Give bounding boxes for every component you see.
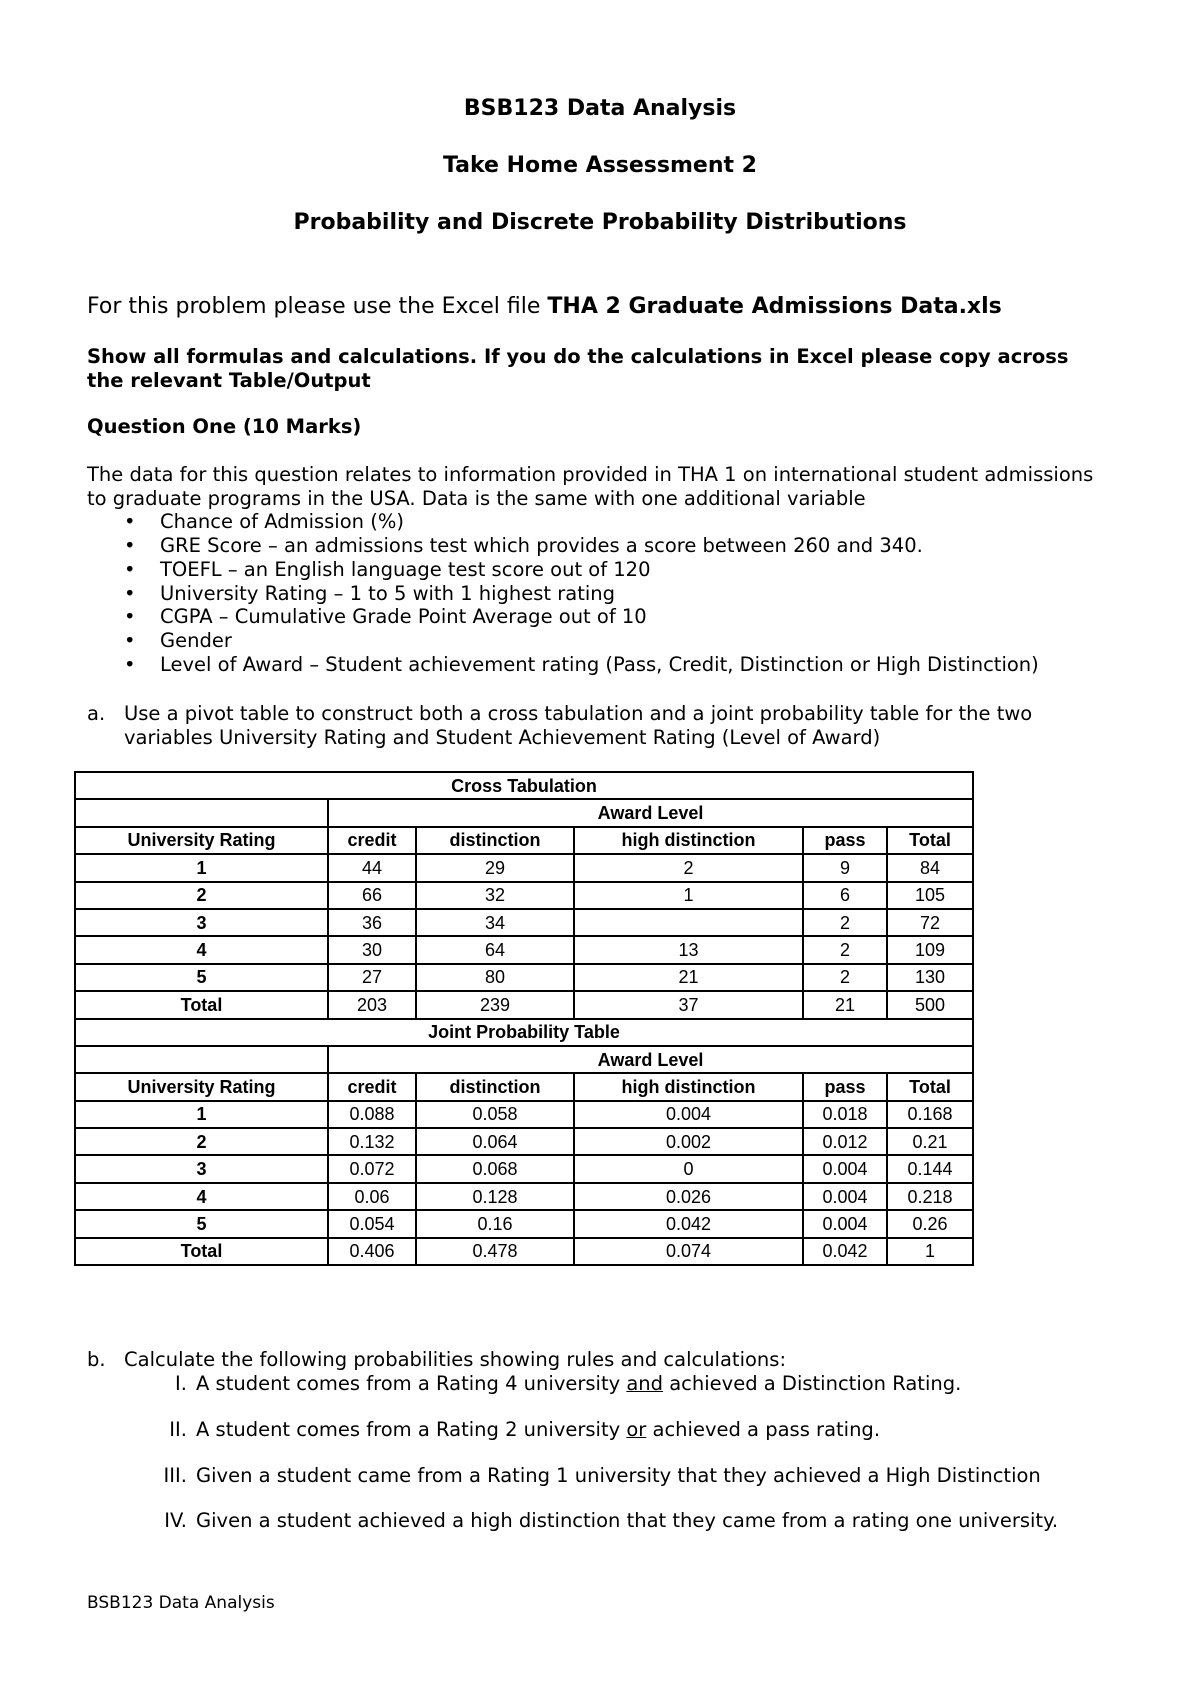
file-instruction [87,295,1127,319]
column-header: Total [887,1073,973,1100]
table-cell: 37 [574,991,803,1018]
award-level-row [75,1046,973,1073]
item-text: Given a student achieved a high distinction that they came from a rating one university. [196,1509,1059,1532]
column-header-row [75,827,973,854]
table-cell: 0.218 [887,1183,973,1210]
table-cell: 0.16 [416,1210,574,1237]
page-footer: BSB123 Data Analysis [87,1593,275,1613]
table-cell: 2 [803,964,887,991]
table-cell: 0.004 [574,1101,803,1128]
item-number: IV. [164,1509,187,1532]
table-cell: 13 [574,936,803,963]
part-a-text-line-1: Use a pivot table to construct both a cross tabulation and a joint probability table for the two [124,702,1033,725]
table-cell: 0.406 [328,1238,416,1265]
row-label: 1 [75,1101,328,1128]
part-b-intro: Calculate the following probabilities showing rules and calculations: [124,1348,787,1371]
table-cell: 130 [887,964,973,991]
table-cell: 29 [416,854,574,881]
table-cell: 0.478 [416,1238,574,1265]
row-label: 1 [75,854,328,881]
table-cell: 0.058 [416,1101,574,1128]
table-cell: 1 [887,1238,973,1265]
table-cell: 0.068 [416,1155,574,1182]
item-text: A student comes from a Rating 4 university and achieved a Distinction Rating. [196,1372,962,1395]
item-text: A student comes from a Rating 2 university or achieved a pass rating. [196,1418,881,1441]
table-cell [574,909,803,936]
table-cell: 203 [328,991,416,1018]
question-desc-line-1: The data for this question relates to information provided in THA 1 on international student admissions [87,463,1094,486]
joint-prob-title: Joint Probability Table [75,1019,973,1046]
award-level-header: Award Level [328,799,973,826]
row-label: 5 [75,1210,328,1237]
table-cell: 44 [328,854,416,881]
table-cell: 0.144 [887,1155,973,1182]
row-label: 4 [75,936,328,963]
column-header: University Rating [75,1073,328,1100]
item-text: Given a student came from a Rating 1 university that they achieved a High Distinction [196,1464,1041,1487]
row-label: Total [75,991,328,1018]
cross-tab-and-joint-probability-table [74,771,974,1266]
table-cell: 500 [887,991,973,1018]
part-a-text-line-2: variables University Rating and Student Achievement Rating (Level of Award) [124,726,881,749]
table-cell: 2 [574,854,803,881]
table-cell: 0.042 [803,1238,887,1265]
column-header: high distinction [574,1073,803,1100]
table-cell: 2 [803,909,887,936]
column-header-row [75,1073,973,1100]
question-heading: Question One (10 Marks) [87,415,362,438]
table-cell: 0.054 [328,1210,416,1237]
table-cell: 0.018 [803,1101,887,1128]
question-desc-line-2: to graduate programs in the USA. Data is the same with one additional variable [87,487,866,510]
table-cell: 0.088 [328,1101,416,1128]
table-cell: 27 [328,964,416,991]
course-title: BSB123 Data Analysis [463,96,737,121]
column-header: distinction [416,827,574,854]
row-label: Total [75,1238,328,1265]
table-cell: 80 [416,964,574,991]
table-cell: 0.168 [887,1101,973,1128]
row-label: 3 [75,1155,328,1182]
item-number: I. [175,1372,187,1395]
table-row [75,1210,973,1237]
table-cell: 1 [574,882,803,909]
column-header: distinction [416,1073,574,1100]
table-cell: 9 [803,854,887,881]
award-level-header: Award Level [328,1046,973,1073]
column-header: high distinction [574,827,803,854]
table-cell: 0.004 [803,1183,887,1210]
table-cell: 0.132 [328,1128,416,1155]
table-cell: 0 [574,1155,803,1182]
table-row [75,1101,973,1128]
row-label: 5 [75,964,328,991]
row-label: 2 [75,1128,328,1155]
topic-title: Probability and Discrete Probability Distributions [293,210,907,235]
column-header: University Rating [75,827,328,854]
column-header: credit [328,827,416,854]
table-cell: 0.26 [887,1210,973,1237]
award-level-row [75,799,973,826]
table-row [75,1183,973,1210]
table-cell: 0.012 [803,1128,887,1155]
table-row [75,991,973,1018]
row-label: 2 [75,882,328,909]
table-cell: 0.004 [803,1210,887,1237]
column-header: pass [803,1073,887,1100]
part-a-label: a. [87,702,106,725]
instruction-line-2: the relevant Table/Output [87,369,371,392]
assessment-title: Take Home Assessment 2 [443,153,757,178]
joint-prob-title-row [75,1019,973,1046]
file-name: THA 2 Graduate Admissions Data.xls [547,294,1002,319]
row-label: 3 [75,909,328,936]
table-cell: 32 [416,882,574,909]
table-cell: 0.026 [574,1183,803,1210]
row-label: 4 [75,1183,328,1210]
table-row [75,1128,973,1155]
table-row [75,882,973,909]
table-cell: 0.21 [887,1128,973,1155]
column-header: pass [803,827,887,854]
table-cell: 2 [803,936,887,963]
table-cell: 84 [887,854,973,881]
part-b-label: b. [87,1348,106,1371]
file-prefix: For this problem please use the Excel file [87,294,548,319]
table-cell: 239 [416,991,574,1018]
table-cell: 0.002 [574,1128,803,1155]
table-cell: 36 [328,909,416,936]
document-page: BSB123 Data Analysis Take Home Assessment 2 Probability and Discrete Probability Distributions For this problem please use the Excel file THA 2 Graduate Admissions Data.xls Show all formulas and calculations. If you do the calculations in Excel please copy across the relevant Table/Output Question One (10 Marks) The data for this question relates to information provided in THA 1 on international student admissions to graduate programs in the USA. Data is the same with one additional variable Chance of Admission (%) GRE Score – an admissions test which provides a score between 260 and 340. TOEFL – an English language test score out of 120 University Rating – 1 to 5 with 1 highest rating CGPA – Cumulative Grade Point Average out of 10 Gender Level of Award – Student achievement rating (Pass, Credit, Distinction or High Distinction) a. Use a pivot table to construct both a cross tabulation and a joint probability table for the two variables University Rating and Student Achievement Rating (Level of Award) Cross Tabulation Award Level University Rating credit distinction high distinction pass Total 1 44 29 2 9 84 2 66 32 1 6 105 3 36 34 2 72 4 30 64 13 2 109 5 27 80 21 2 130 Total 203 239 37 21 500 Joint Probability Table Award Level University Rating credit distinction high distinction pass Total 1 0.088 0.058 0.004 0.018 0.168 2 0.132 0.064 0.002 0.012 0.21 3 0.072 0.068 0 0.004 0.144 4 0.06 0.128 0.026 0.004 0.218 5 0.054 0.16 0.042 0.004 0.26 Total 0.406 0.478 0.074 0.042 1 b. Calculate the following probabilities showing rules and calculations: I. A student comes from a Rating 4 university and achieved a Distinction Rating. II. A student comes from a Rating 2 university or achieved a pass rating. III. Given a student came from a Rating 1 university that they achieved a High Distinction IV. Given a student achieved a high distinction that they came from a rating one university. BSB123 Data Analysis [0,0,1200,1698]
table-cell: 64 [416,936,574,963]
column-header: Total [887,827,973,854]
cross-tab-title: Cross Tabulation [75,772,973,799]
table-cell: 30 [328,936,416,963]
table-cell: 0.128 [416,1183,574,1210]
table-cell: 0.064 [416,1128,574,1155]
table-row [75,1155,973,1182]
empty-cell [75,799,328,826]
table-cell: 0.042 [574,1210,803,1237]
table-cell: 34 [416,909,574,936]
column-header: credit [328,1073,416,1100]
item-number: III. [163,1464,187,1487]
table-cell: 0.004 [803,1155,887,1182]
table-cell: 0.06 [328,1183,416,1210]
instruction-line-1: Show all formulas and calculations. If you do the calculations in Excel please copy across [87,345,1069,368]
empty-cell [75,1046,328,1073]
table-cell: 21 [803,991,887,1018]
table-row [75,854,973,881]
table-cell: 109 [887,936,973,963]
item-number: II. [169,1418,187,1441]
table-cell: 0.074 [574,1238,803,1265]
table-row [75,909,973,936]
table-cell: 105 [887,882,973,909]
table-cell: 21 [574,964,803,991]
table-row [75,964,973,991]
table-cell: 66 [328,882,416,909]
table-row [75,936,973,963]
table-row [75,1238,973,1265]
table-cell: 0.072 [328,1155,416,1182]
table-cell: 6 [803,882,887,909]
cross-tab-title-row [75,772,973,799]
table-cell: 72 [887,909,973,936]
